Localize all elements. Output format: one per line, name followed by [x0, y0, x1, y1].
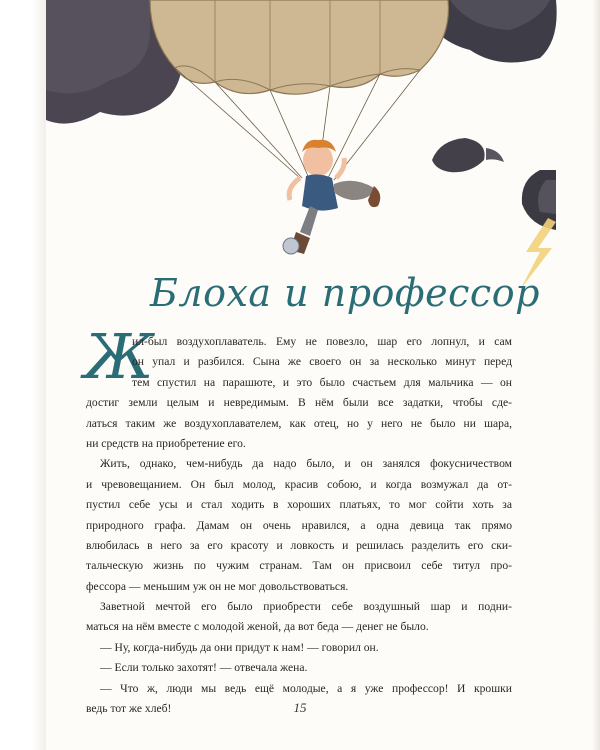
text-line: латься таким же воздухоплавателем, как отец, но у него не было ни шара, — [86, 416, 512, 430]
text-line: влюбилась в него за его красоту и ловкость и решилась разделить его ски- — [86, 538, 512, 552]
text-line: Жить, однако, чем-нибудь да надо было, и он занялся фокусничеством — [100, 457, 512, 471]
storm-cloud-small — [432, 138, 504, 172]
text-line: ни средств на приобретение его. — [86, 436, 246, 450]
boy-figure — [283, 140, 380, 254]
text-line: пустил себе усы и стал ходить в хороших платьях, то мог сойти хоть за — [86, 498, 512, 512]
text-line: достиг земли целым и невредимым. В нём были все задатки, чтобы сде- — [86, 396, 512, 410]
dialogue-line: ведь тот же хлеб! — [86, 702, 172, 716]
parachute-illustration — [0, 0, 600, 300]
dialogue-line: — Что ж, люди мы ведь ещё молодые, а я уже профессор! И крошки — [100, 681, 512, 695]
text-line: природного графа. Дамам он очень нравился, а одна девица так прямо — [86, 518, 512, 532]
parachute-canopy — [150, 0, 448, 94]
text-line: ил-был воздухоплаватель. Ему не повезло, шар его лопнул, и сам — [132, 335, 512, 348]
text-line: маться на нём вместе с молодой женой, да вот беда — денег не было. — [86, 620, 429, 634]
text-line: фессора — меньшим уж он не мог довольствоваться. — [86, 579, 349, 593]
drop-cap-letter: Ж — [84, 320, 154, 393]
text-line: и чревовещанием. Он был молод, красив собою, и когда возмужал да от- — [86, 477, 512, 491]
text-line: Заветной мечтой его было приобрести себе воздушный шар и подни- — [100, 600, 512, 614]
text-line: тем спустил на парашюте, и это было счастьем для мальчика — он — [132, 375, 512, 389]
text-line: он упал и разбился. Сына же своего он за несколько минут перед — [132, 355, 512, 369]
story-text — [86, 332, 512, 719]
text-line: тальческую жизнь по чужим странам. Там он присвоил себе титул про- — [86, 559, 512, 573]
illustration-svg — [0, 0, 600, 300]
dialogue-line: — Если только захотят! — отвечала жена. — [100, 661, 308, 675]
page-number: 15 — [293, 700, 307, 715]
story-title: Блоха и профессор — [150, 271, 540, 315]
dialogue-line: — Ну, когда-нибудь да они придут к нам! — говорил он. — [100, 640, 379, 654]
